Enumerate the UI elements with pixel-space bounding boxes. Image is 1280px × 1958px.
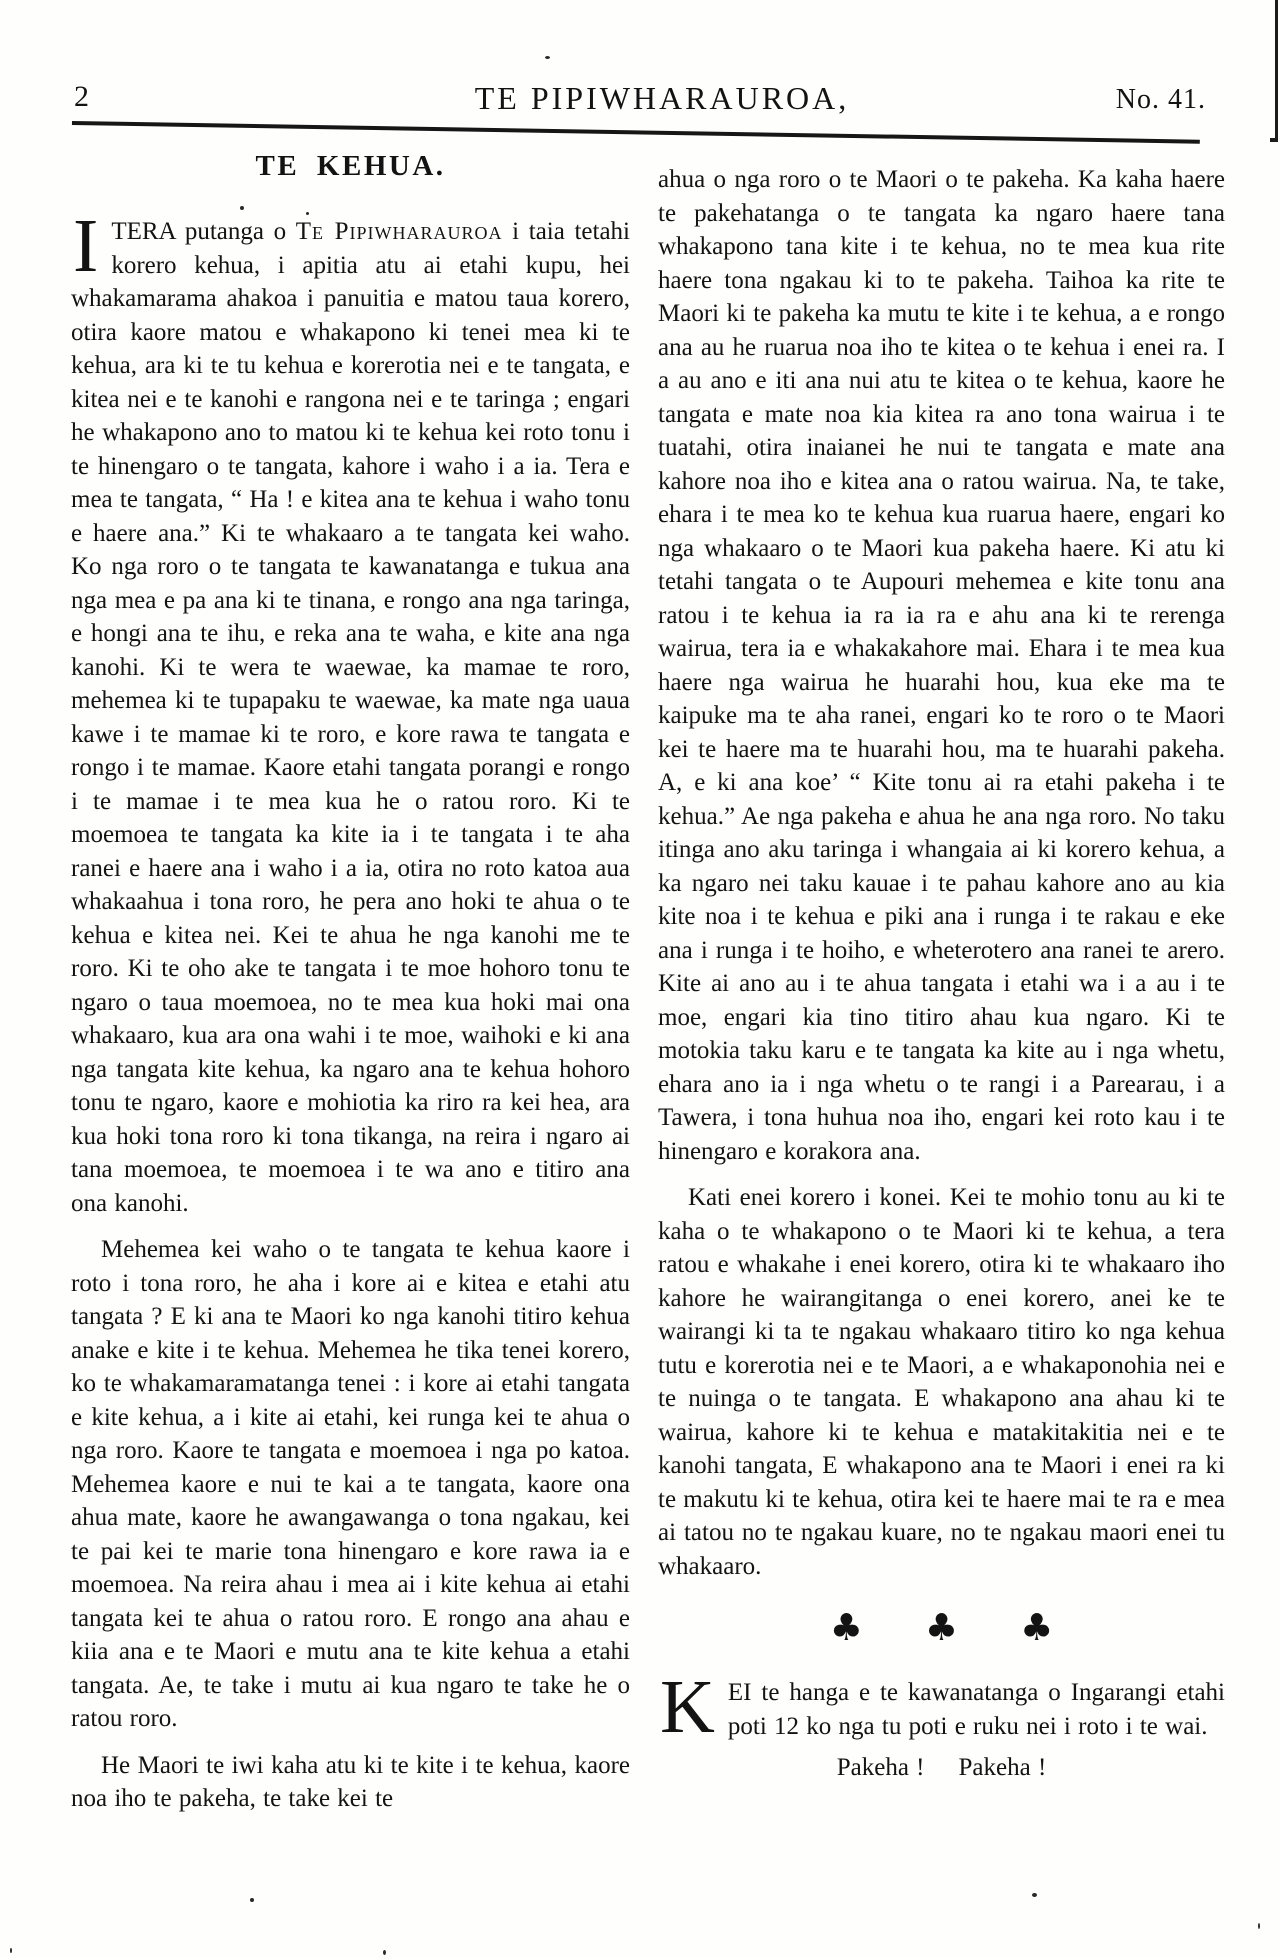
club-icon: ♣ xyxy=(1020,1606,1054,1649)
scan-speck xyxy=(306,212,309,215)
article-title: TE KEHUA. xyxy=(255,150,446,182)
scan-edge-tick xyxy=(1270,138,1278,142)
scan-speck xyxy=(250,1898,254,1902)
scan-speck xyxy=(10,1948,12,1953)
notice-paragraph xyxy=(658,1665,1225,1749)
left-column xyxy=(71,151,630,1816)
exclamation-word: Pakeha ! xyxy=(836,1754,925,1781)
article-paragraph: Mehemea kei waho o te tangata te kehua kaore i roto i tona roro, he aha i kore ai e kitea e etahi atu tangata ? E ki ana te Maori ko nga kanohi titiro kehua anake e kite i te kehua. Mehemea he tika tenei korero, ko te whakamaramatanga tenei : i kore ai etahi tangata e kite kehua, a i kite ai etahi, kei runga kei te ahua o nga roro. Kaore te tangata e moemoea i nga po katoa. Mehemea kaore e nui te kai a te tangata, kaore ona ahua mate, kaore he awangawanga o tona ngakau, kei te pai kei te marie tona hinengaro e kore rawa ia e moemoea. Na reira ahau i mea ai i kite kehua ai etahi tangata kei te ahua o ratou roro. E rongo ana ahau e kiia ana e te Maori e mutu ana te kite kehua a etahi tangata. Ae, te take i mutu ai kua ngaro te take he o ratou roro. xyxy=(71,1236,630,1732)
dropcap-letter-i: I xyxy=(73,204,99,288)
article-paragraph-opening xyxy=(71,204,631,1220)
scan-edge-artifact xyxy=(1275,0,1278,138)
scan-speck xyxy=(240,206,244,210)
issue-number: No. 41. xyxy=(1115,84,1206,115)
club-icon: ♣ xyxy=(924,1606,959,1649)
page-number: 2 xyxy=(74,80,89,113)
opening-lead-text: TERA putanga o xyxy=(111,218,296,245)
right-column xyxy=(658,163,1225,1785)
journal-name-smallcaps: Te Pipiwharauroa xyxy=(295,218,503,245)
club-icon: ♣ xyxy=(829,1606,863,1649)
scan-speck xyxy=(1258,1923,1260,1929)
scan-speck xyxy=(383,1950,386,1955)
section-divider xyxy=(658,1606,1225,1649)
exclamation-word: Pakeha ! xyxy=(958,1754,1047,1781)
header-rule xyxy=(72,121,1200,144)
masthead-title: TE PIPIWHARAUROA, xyxy=(474,80,850,116)
opening-rest-text: i taia tetahi korero kehua, i apitia atu ai etahi kupu, hei whakamarama ahakoa i panuitia e matou taua korero, otira kaore matou e whakapono ki tenei mea ki te kehua, ara ki te tu kehua e korerotia nei e te tangata, e kitea nei e te kanohi e rangona nei e te taringa ; engari he whakapono ano to matou ki te kehua kei roto tonu i te hinengaro o te tangata, kahore i waho i a ia. Tera e mea te tangata, “ Ha ! e kitea ana te kehua i waho tonu e haere ana.” Ki te whakaaro a te tangata kei waho. Ko nga roro o te tangata te kawanatanga e tukua ana nga mea e pa ana ki te tinana, e rongo ana nga taringa, e hongi ana te ihu, e reka ana te waha, e kite ana nga kanohi. Ki te wera te waewae, ka mamae te roro, mehemea ki te tupapaku te waewae, ka mate nga uaua kawe i te mamae ki te roro, e kore rawa te tangata e rongo i te mamae. Kaore etahi tangata porangi e rongo i te mamae i te mea kua he o ratou roro. Ki te moemoea te tangata ka kite ia i te tangata i te aha ranei e haere ana i waho i a ia, otira no roto katoa aua whakaahua i tona roro, he pera ano hoki te ahua o te kehua e kitea nei. Kei te ahua he nga kanohi me te roro. Ki te oho ake te tangata i te moe hohoro tonu te ngaro o taua moemoea, no te mea kua hoki mai ona whakaaro, kua ara ona wahi i te moe, waihoki e ki ana nga tangata kite kehua, ka ngaro ana te kehua hohoro tonu te ngaro, kaore e mohiotia ka riro ra kei hea, ara kua hoki tona roro ki tona tikanga, na reira i ngaro ai tana moemoea, te moemoea i te wa ano e titiro ana ona kanohi. xyxy=(71,218,631,1217)
article-paragraph: Kati enei korero i konei. Kei te mohio tonu au ki te kaha o te whakapono o te Maori ki te kehua, a tera ratou e whakahe i enei korero, otira ki te whakaaro iho kahore he wairangitanga o enei korero, anei ke te wairangi ki ta te ngakau whakaaro titiro ko nga kehua tutu e korerotia nei e te Maori, a e whakaponohia nei e te nuinga o te tangata. E whakapono ana ahau ki te wairua, kahore ki te kehua e matakitakitia nei e te kanohi tangata, E whakapono ana te Maori i enei ra ki te makutu ki te kehua, otira kei te haere mai te ra e mea ai tatou no te ngakau kuare, no te ngakau maori enei tu whakaaro. xyxy=(658,1184,1225,1580)
article-paragraph-continued: ahua o nga roro o te Maori o te pakeha. Ka kaha haere te pakehatanga o te tangata ka ngaro haere tana whakapono tana kite i te kehua, no te mea kua rite haere tona ngakau ki to te pakeha. Taihoa ka rite te Maori ki te pakeha ka mutu te kite i te kehua, a e rongo ana au he ruarua noa iho te kitea o te kehua i enei ra. I a au ano e iti ana nui atu te kitea o te kehua, kaore he tangata e mate noa kia kitea ra ano tona wairua i te tuatahi, otira inaianei he nui te tangata e mate ana kahore noa iho e kitea ana o ratou wairua. Na, te take, ehara i te mea ko te kehua kua ruarua haere, engari ko nga whakaaro o te Maori kua pakeha haere. Ki atu ki tetahi tangata o te Aupouri mehemea e kite tonu ana ratou i te kehua ia ra ia ra e ahu ana ki te rerenga wairua, tera ia e whakakahore mai. Ehara i te mea kua haere nga wairua he huarahi hou, kua eke ma te kaipuke ma te aha ranei, engari ko te roro o te Maori kei te haere ma te huarahi hou, ma te huarahi pakeha. A, e ki ana koe’ “ Kite tonu ai ra etahi pakeha i te kehua.” Ae nga pakeha e ahua he ana nga roro. No taku itinga ano aku taringa i whangaia ai ki korero kehua, a ka ngaro nei taku kauae i te pahau kahore ano au kia kite noa i te kehua e piki ana i runga i te rakau e eke ana i runga i te hoiho, e wheterotero ana ranei te arero. Kite ai ano au i te ahua tangata i etahi wa i a au i te moe, engari kia tino titiro ahau kua ngaro. Ki te motokia taku karu e te tangata ka kite au i nga whetu, ehara ano ia i nga whetu o te rangi i a Parearau, i a Tawera, i tona huhua noa iho, engari kei roto kau i te hinengaro e korakora ana. xyxy=(658,166,1225,1165)
dropcap-letter-k: K xyxy=(660,1665,715,1749)
scan-speck xyxy=(1032,1893,1037,1897)
scan-speck xyxy=(545,56,550,59)
exclamation-line xyxy=(658,1751,1225,1785)
article-paragraph: He Maori te iwi kaha atu ki te kite i te kehua, kaore noa iho te pakeha, te take kei te xyxy=(71,1751,630,1812)
notice-text: EI te hanga e te kawanatanga o Ingarangi etahi poti 12 ko nga tu poti e ruku nei i roto i te wai. xyxy=(727,1679,1225,1740)
